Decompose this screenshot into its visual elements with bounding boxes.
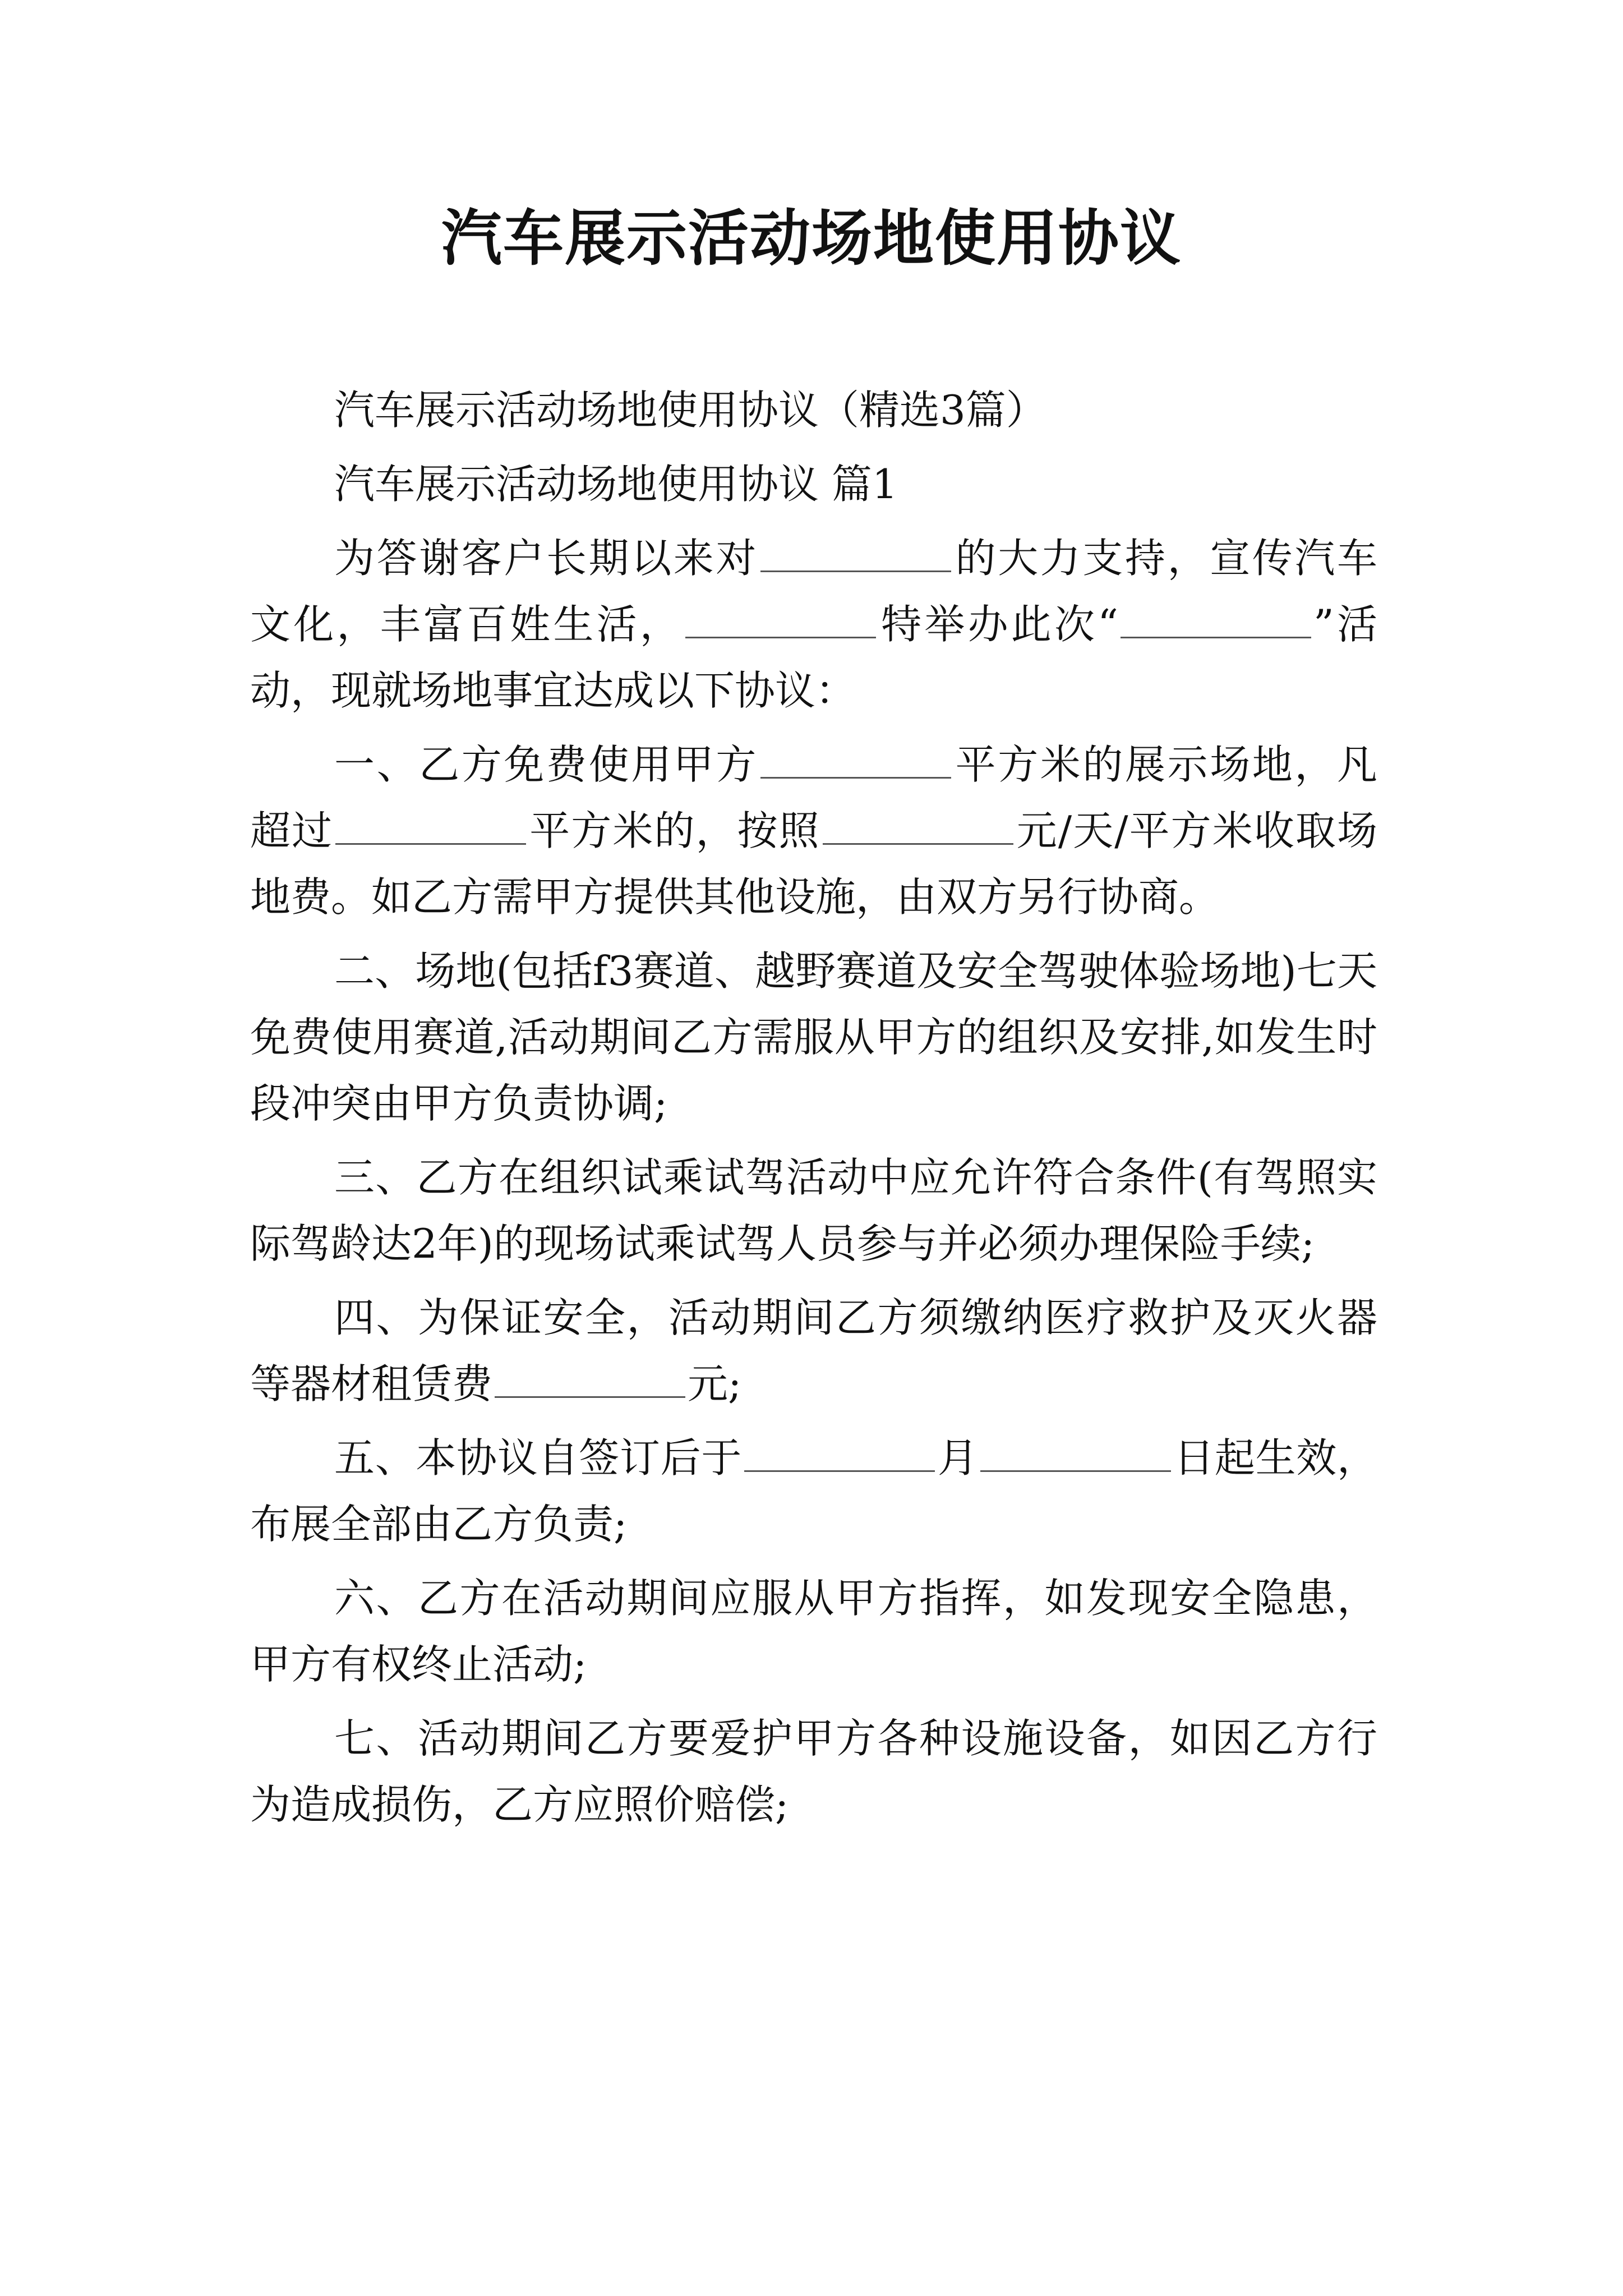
clause-5 bbox=[250, 1425, 1377, 1557]
intro-text-3: 特举办此次“ bbox=[878, 601, 1118, 648]
fill-blank bbox=[685, 602, 876, 638]
fill-blank bbox=[823, 808, 1013, 845]
clause-1-text-2: 平方米的展示场地，凡超过 bbox=[250, 741, 1377, 854]
document-title: 汽车展示活动场地使用协议 bbox=[441, 203, 1182, 274]
clause-4 bbox=[250, 1285, 1377, 1417]
document-subtitle: 汽车展示活动场地使用协议（精选3篇） bbox=[334, 386, 1046, 434]
fill-blank bbox=[980, 1435, 1171, 1472]
clause-4-text-1: 四、为保证安全，活动期间乙方须缴纳医疗救护及灭火器等器材租赁费 bbox=[250, 1294, 1377, 1407]
clause-5-text-3: 日起生效，布展全部由乙方负责; bbox=[250, 1434, 1377, 1548]
fill-blank bbox=[760, 536, 951, 572]
fill-blank bbox=[495, 1361, 685, 1398]
fill-blank bbox=[744, 1435, 935, 1472]
fill-blank bbox=[1121, 602, 1311, 638]
intro-text-4: ”活动，现就场地事宜达成以下协议： bbox=[250, 601, 1377, 714]
clause-1-text-4: 元/天/平方米收取场地费。如乙方需甲方提供其他设施，由双方另行协商。 bbox=[250, 807, 1377, 921]
clause-1-text-3: 平方米的，按照 bbox=[528, 807, 820, 854]
fill-blank bbox=[760, 742, 951, 779]
fill-blank bbox=[335, 808, 526, 845]
document-body bbox=[250, 377, 1377, 1846]
intro-text-2: 的大力支持，宣传汽车文化，丰富百姓生活， bbox=[250, 535, 1377, 648]
clause-1-text-1: 一、乙方免费使用甲方 bbox=[334, 741, 758, 788]
section-heading: 汽车展示活动场地使用协议 篇1 bbox=[334, 461, 898, 508]
clause-1 bbox=[250, 731, 1377, 930]
clause-5-text-2: 月 bbox=[937, 1434, 979, 1481]
clause-7: 七、活动期间乙方要爱护甲方各种设施设备，如因乙方行为造成损伤，乙方应照价赔偿; bbox=[250, 1715, 1377, 1828]
clause-4-text-2: 元; bbox=[688, 1360, 742, 1407]
clause-3: 三、乙方在组织试乘试驾活动中应允许符合条件(有驾照实际驾龄达2年)的现场试乘试驾人员参与并必须办理保险手续; bbox=[250, 1154, 1377, 1267]
clause-5-text-1: 五、本协议自签订后于 bbox=[334, 1434, 743, 1481]
intro-paragraph bbox=[250, 525, 1377, 724]
clause-2: 二、场地(包括f3赛道、越野赛道及安全驾驶体验场地)七天免费使用赛道,活动期间乙方需服从甲方的组织及安排,如发生时段冲突由甲方负责协调; bbox=[250, 947, 1377, 1127]
clause-6: 六、乙方在活动期间应服从甲方指挥，如发现安全隐患，甲方有权终止活动; bbox=[250, 1575, 1377, 1688]
intro-text-1: 为答谢客户长期以来对 bbox=[334, 535, 758, 582]
